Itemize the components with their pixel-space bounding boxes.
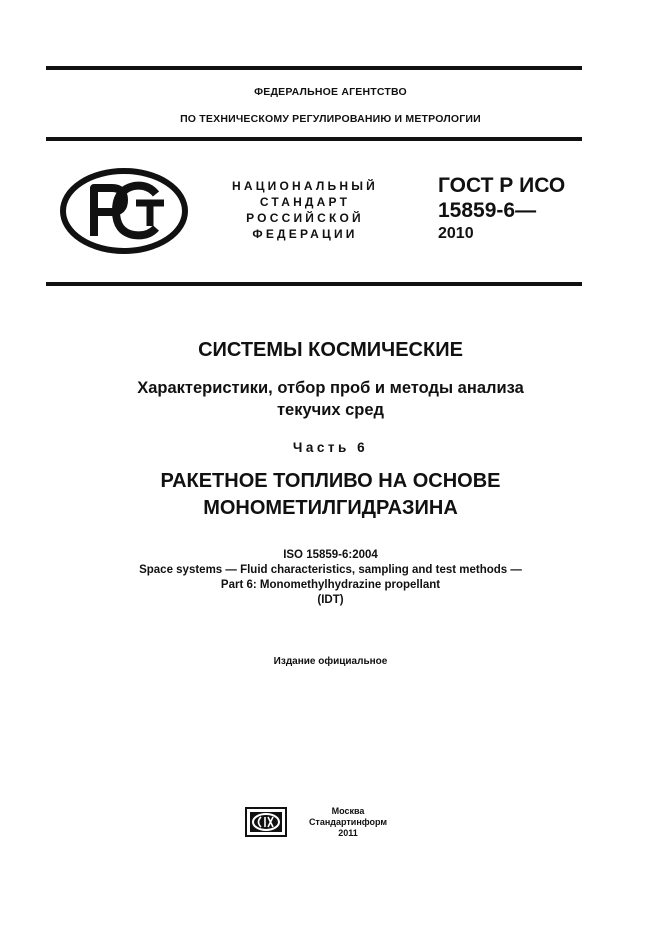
- part-title-line-2: МОНОМЕТИЛГИДРАЗИНА: [203, 497, 458, 519]
- national-line-3: РОССИЙСКОЙ: [246, 211, 364, 225]
- standard-block-rule: [46, 282, 582, 286]
- publisher-year: 2011: [338, 828, 358, 838]
- part-title-line-1: РАКЕТНОЕ ТОПЛИВО НА ОСНОВЕ: [160, 470, 501, 492]
- standard-code-line-2: 15859-6—: [438, 199, 537, 222]
- national-line-4: ФЕДЕРАЦИИ: [252, 227, 358, 241]
- iso-line-3: Part 6: Monomethylhydrazine propellant: [220, 579, 441, 591]
- publisher-city: Москва: [331, 806, 365, 816]
- national-line-1: НАЦИОНАЛЬНЫЙ: [231, 179, 379, 193]
- subtitle-line-1: Характеристики, отбор проб и методы анализа: [137, 379, 524, 397]
- national-line-2: СТАНДАРТ: [259, 195, 351, 209]
- iso-line-4: (IDT): [317, 594, 344, 606]
- agency-line-2: ПО ТЕХНИЧЕСКОМУ РЕГУЛИРОВАНИЮ И МЕТРОЛОГИИ: [180, 113, 481, 125]
- publisher-info: [298, 806, 398, 839]
- publisher-name: Стандартинформ: [308, 817, 388, 827]
- subtitle-line-2: текучих сред: [276, 401, 385, 419]
- iso-reference: [0, 548, 661, 608]
- document-title: СИСТЕМЫ КОСМИЧЕСКИЕ: [198, 339, 463, 361]
- official-edition-label: Издание официальное: [273, 656, 388, 667]
- standard-code-year: 2010: [438, 225, 474, 242]
- national-standard-label: [205, 178, 405, 242]
- standartinform-logo-icon: [245, 807, 287, 837]
- top-rule: [46, 66, 582, 70]
- part-label: Часть 6: [292, 440, 369, 455]
- rst-logo-icon: [60, 168, 188, 254]
- iso-line-2: Space systems — Fluid characteristics, sampling and test methods —: [139, 564, 522, 576]
- standard-code-line-1: ГОСТ Р ИСО: [438, 174, 566, 197]
- agency-line-1: ФЕДЕРАЛЬНОЕ АГЕНТСТВО: [254, 86, 407, 98]
- iso-line-1: ISO 15859-6:2004: [283, 549, 378, 561]
- header-rule: [46, 137, 582, 141]
